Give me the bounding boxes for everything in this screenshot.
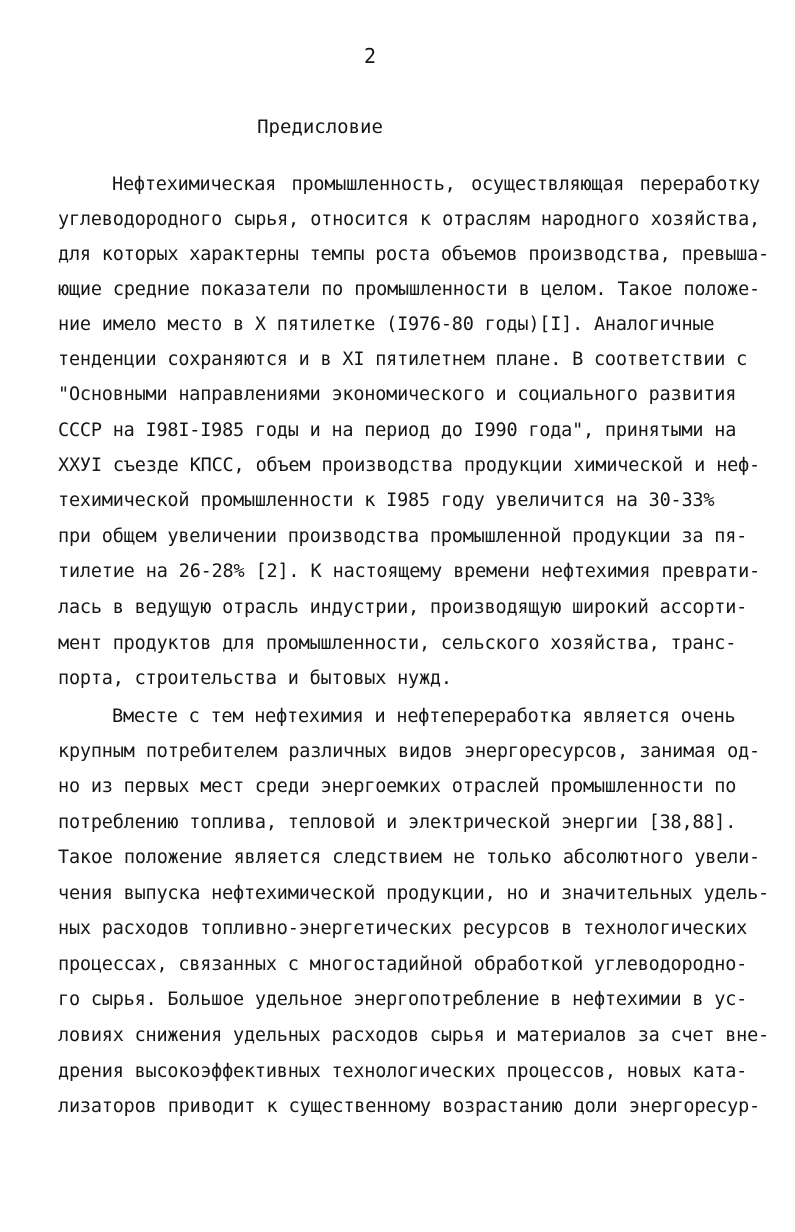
text-line: тенденции сохраняются и в XI пятилетнем плане. В соответствии с xyxy=(58,349,748,370)
text-line: "Основными направлениями экономического и социального развития xyxy=(58,384,737,405)
text-line: ние имело место в X пятилетке (I976-80 годы)[I]. Аналогичные xyxy=(58,314,715,335)
text-line: ющие средние показатели по промышленности в целом. Такое положе- xyxy=(58,279,760,300)
text-line: Такое положение является следствием не только абсолютного увели- xyxy=(58,847,760,868)
text-line: тилетие на 26-28% [2]. К настоящему времени нефтехимия преврати- xyxy=(58,561,760,582)
text-line: потреблению топлива, тепловой и электрической энергии [38,88]. xyxy=(58,812,737,833)
text-line: лизаторов приводит к существенному возрастанию доли энергоресур- xyxy=(58,1096,760,1117)
text-line: крупным потребителем различных видов энергоресурсов, занимая од- xyxy=(58,741,760,762)
text-line: XXУI съезде КПСС, объем производства продукции химической и неф- xyxy=(58,455,760,476)
text-line: при общем увеличении производства промышленной продукции за пя- xyxy=(58,526,748,547)
text-line: порта, строительства и бытовых нужд. xyxy=(58,668,452,689)
text-line: ловиях снижения удельных расходов сырья и материалов за счет вне- xyxy=(58,1025,769,1046)
text-line: мент продуктов для промышленности, сельского хозяйства, транс- xyxy=(58,633,737,654)
text-line: Нефтехимическая промышленность, осуществляющая переработку xyxy=(112,174,760,195)
text-line: для которых характерны темпы роста объемов производства, превыша- xyxy=(58,244,769,265)
text-line: процессах, связанных с многостадийной обработкой углеводородно- xyxy=(58,954,748,975)
text-line: но из первых мест среди энергоемких отраслей промышленности по xyxy=(58,776,737,797)
text-line: ных расходов топливно-энергетических ресурсов в технологических xyxy=(58,918,748,939)
text-line: дрения высокоэффективных технологических процессов, новых ката- xyxy=(58,1061,748,1082)
page-number: 2 xyxy=(363,44,377,68)
text-line: го сырья. Большое удельное энергопотребление в нефтехимии в ус- xyxy=(58,989,748,1010)
text-line: техимической промышленности к I985 году увеличится на 30-33% xyxy=(58,490,715,511)
text-line: углеводородного сырья, относится к отраслям народного хозяйства, xyxy=(58,209,760,230)
text-line: чения выпуска нефтехимической продукции, но и значительных удель- xyxy=(58,883,769,904)
text-line: Вместе с тем нефтехимия и нефтепереработка является очень xyxy=(112,706,736,727)
section-heading: Предисловие xyxy=(257,116,383,138)
text-line: лась в ведущую отрасль индустрии, производящую широкий ассорти- xyxy=(58,597,748,618)
text-line: СССР на I98I-I985 годы и на период до I990 года", принятыми на xyxy=(58,420,737,441)
